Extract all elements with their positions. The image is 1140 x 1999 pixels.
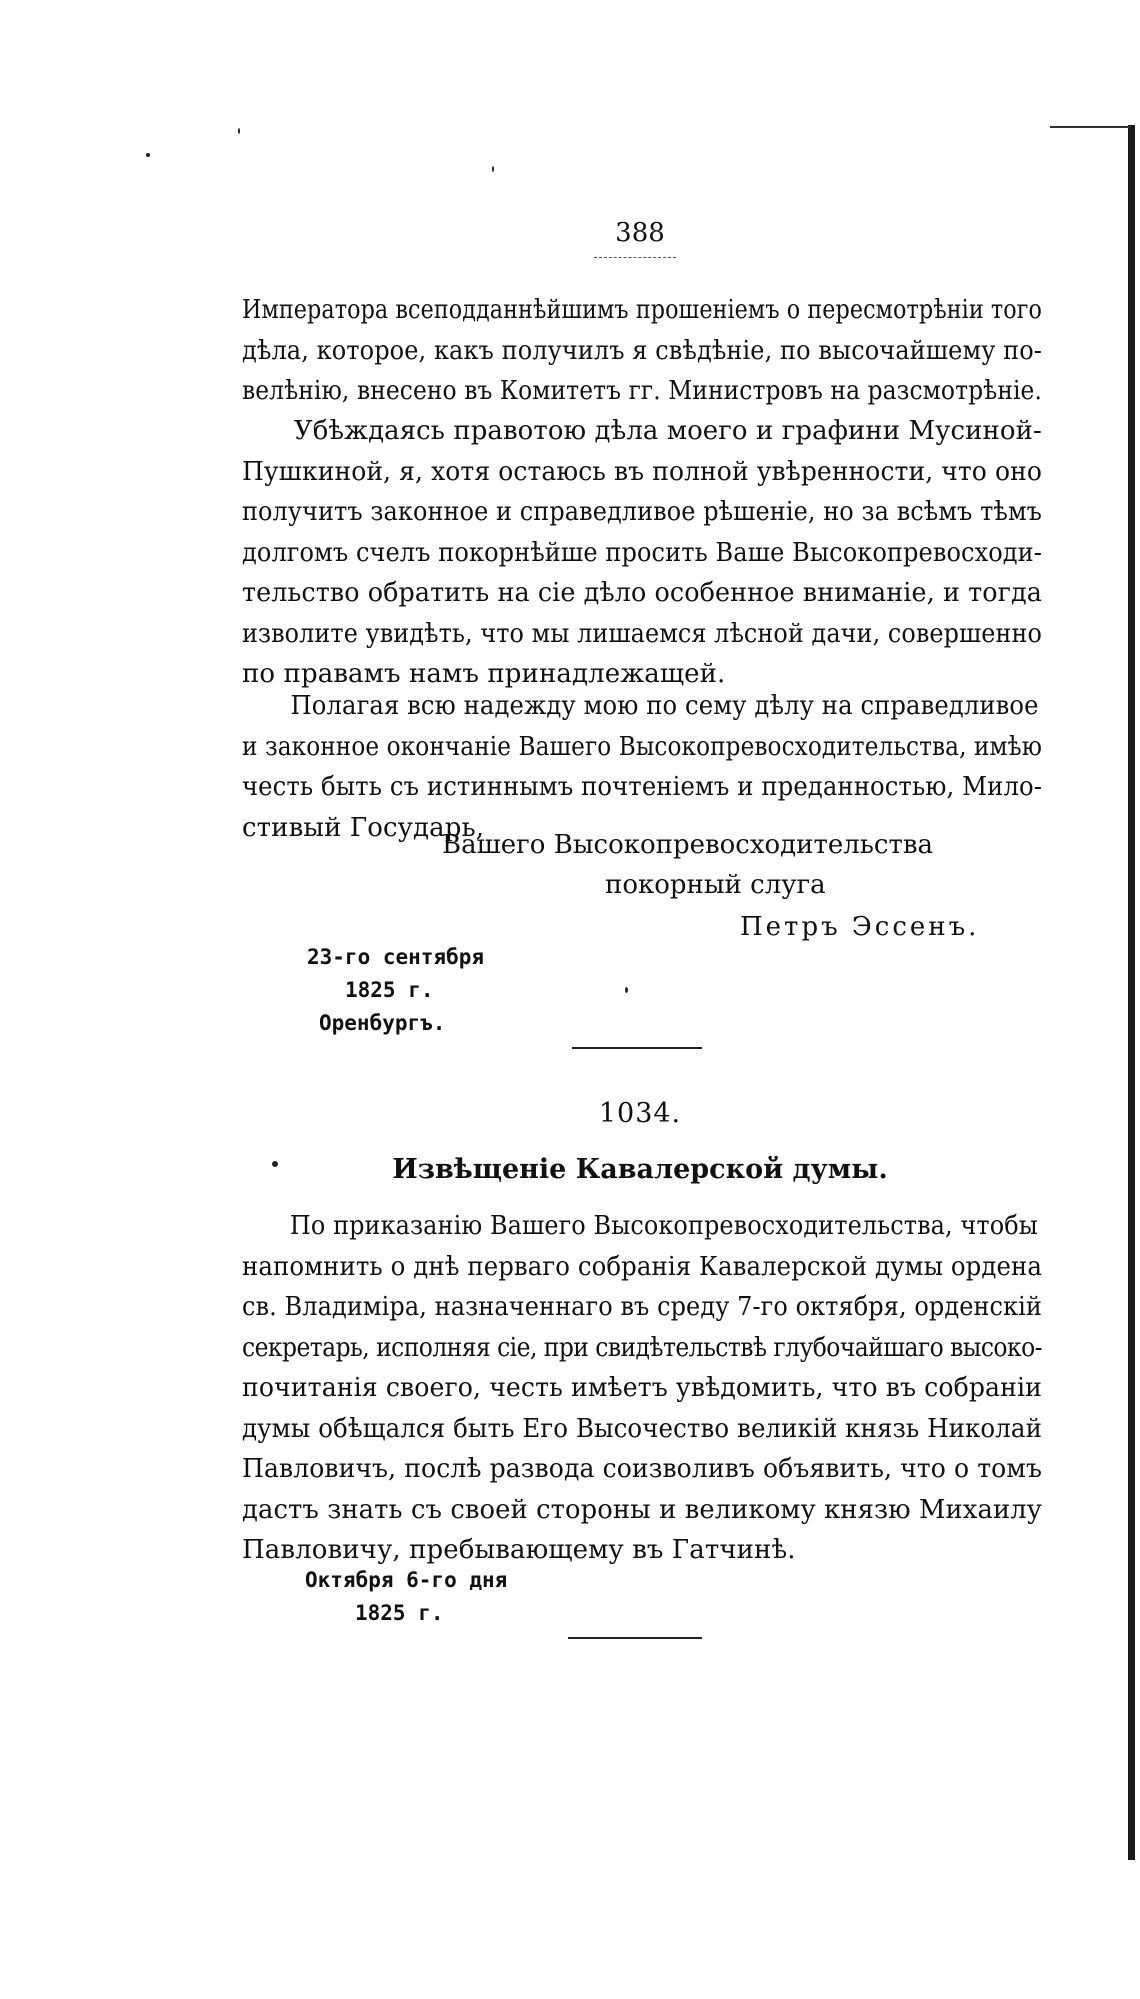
signature-line-1: Вашего Высокопревосходительства: [442, 830, 934, 860]
text-line: и законное окончаніе Вашего Высокопревосходительства, имѣю: [242, 731, 1042, 762]
text-line: Павловичу, пребывающему въ Гатчинѣ.: [242, 1535, 796, 1565]
text-line: напомнить о днѣ перваго собранія Кавалерской думы ордена: [242, 1251, 1042, 1282]
document-number: 1034.: [598, 1098, 682, 1129]
year-line: 1825 г.: [355, 1601, 444, 1625]
text-line: Полагая всю надежду мою по сему дѣлу на справедливое: [290, 691, 1039, 721]
text-line: по правамъ намъ принадлежащей.: [242, 659, 726, 689]
text-line: По приказанію Вашего Высокопревосходительства, чтобы: [289, 1211, 1038, 1241]
letter-paragraph-3: [242, 686, 1042, 848]
text-line: получитъ законное и справедливое рѣшеніе, но за всѣмъ тѣмъ: [242, 497, 1042, 527]
signature-name: Петръ Эссенъ.: [740, 912, 980, 942]
page-number-rule: [594, 257, 676, 258]
year-line: 1825 г.: [345, 978, 434, 1002]
text-line: Императора всеподданнѣйшимъ прошеніемъ о пересмотрѣніи того: [242, 295, 1042, 325]
date-place-block: [307, 941, 484, 1040]
letter-continuation: [242, 290, 1042, 412]
date-line: Октября 6-го дня: [305, 1568, 508, 1592]
page-number: 388: [615, 218, 665, 248]
text-line: стивый Государь,: [242, 812, 485, 843]
text-line: св. Владиміра, назначеннаго въ среду 7-го октября, орденскій: [242, 1292, 1042, 1322]
text-line: тельство обратить на сіе дѣло особенное вниманіе, и тогда: [242, 578, 1042, 608]
notice-date-block: [305, 1564, 507, 1630]
letter-paragraph-2: [242, 411, 1042, 695]
separator-rule: [568, 1637, 702, 1639]
text-line: честь быть съ истиннымъ почтеніемъ и преданностью, Мило-: [242, 772, 1042, 802]
ink-speck: [272, 1161, 278, 1167]
date-line: 23-го сентября: [307, 945, 485, 969]
document-heading: Извѣщеніе Кавалерской думы.: [392, 1154, 888, 1185]
separator-rule: [572, 1047, 702, 1049]
text-line: дастъ знать съ своей стороны и великому князю Михаилу: [242, 1494, 1042, 1525]
place-line: Оренбургъ.: [319, 1011, 446, 1035]
text-line: велѣнію, внесено въ Комитетъ гг. Министровъ на разсмотрѣніе.: [242, 376, 1042, 406]
text-line: долгомъ счелъ покорнѣйше просить Ваше Высокопревосходи-: [242, 537, 1042, 568]
ink-speck: [146, 153, 150, 157]
text-line: секретарь, исполняя сіе, при свидѣтельствѣ глубочайшаго высоко-: [242, 1332, 1042, 1363]
text-line: изволите увидѣть, что мы лишаемся лѣсной дачи, совершенно: [242, 618, 1042, 649]
page-edge-shadow: [1128, 125, 1135, 1860]
text-line: дѣла, которое, какъ получилъ я свѣдѣніе, по высочайшему по-: [242, 335, 1042, 366]
text-line: Павловичъ, послѣ развода соизволивъ объявить, что о томъ: [242, 1454, 1042, 1484]
ink-speck: [238, 128, 240, 134]
notice-paragraph: [242, 1206, 1042, 1571]
text-line: Убѣждаясь правотою дѣла моего и графини Мусиной-: [293, 416, 1042, 446]
text-line: почитанія своего, честь имѣетъ увѣдомить, что въ собраніи: [242, 1373, 1042, 1403]
ink-speck: [492, 166, 494, 172]
text-line: думы обѣщался быть Его Высочество великій князь Николай: [242, 1413, 1042, 1444]
signature-line-2: покорный слуга: [605, 870, 826, 900]
top-edge-line: [1050, 126, 1130, 128]
text-line: Пушкиной, я, хотя остаюсь въ полной увѣренности, что оно: [242, 456, 1042, 487]
ink-speck: [625, 987, 628, 993]
